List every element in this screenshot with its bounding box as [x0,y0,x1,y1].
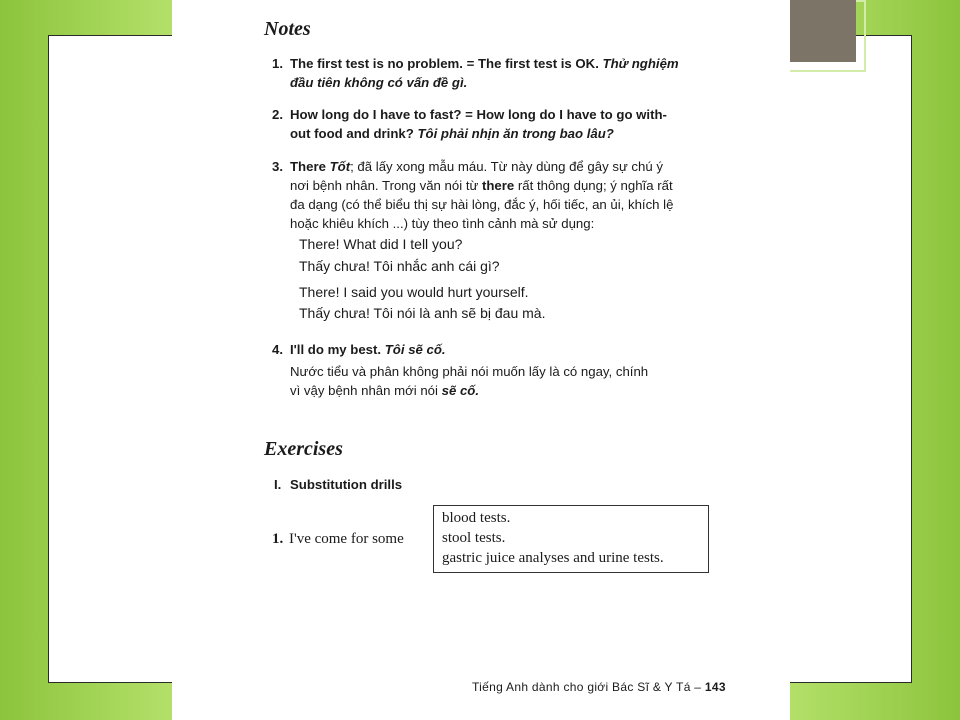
decorative-square [790,0,856,62]
note-4-vietnamese: Tôi sẽ cố. [384,342,446,357]
note-1-english: The first test is no problem. = The first test is OK. [290,56,599,71]
note-2-line-2 [290,124,614,143]
note-3-line-1-rest: ; đã lấy xong mẫu máu. Từ này dùng để gây sự chú ý [350,159,663,174]
note-2-number: 2. [272,107,283,122]
example-1-vietnamese: Thấy chưa! Tôi nhắc anh cái gì? [299,258,500,274]
substitution-option: gastric juice analyses and urine tests. [442,550,664,566]
note-3-line-2-keyword: there [481,178,515,193]
note-4-line-1 [290,340,446,359]
note-4-line-3-a: vì vậy bệnh nhân mới nói [290,383,438,398]
note-3-line-2 [290,176,673,195]
note-4-number: 4. [272,342,283,357]
substitution-option: stool tests. [442,530,506,546]
note-4-line-3-b: sẽ cố. [441,383,479,398]
note-2-line-1: How long do I have to fast? = How long do I have to go with- [290,107,667,122]
note-4-line-2: Nước tiểu và phân không phải nói muốn lấy là có ngay, chính [290,364,649,379]
note-3-keyword: There [290,159,326,174]
note-3-line-1 [290,157,663,176]
example-2-vietnamese: Thấy chưa! Tôi nói là anh sẽ bị đau mà. [299,305,546,321]
notes-heading: Notes [264,18,311,40]
note-3-line-2-c: rất thông dụng; ý nghĩa rất [517,178,673,193]
substitution-option: blood tests. [442,510,511,526]
note-4-english: I'll do my best. [290,342,382,357]
note-1-vietnamese-a: Thử nghiệm [602,56,679,71]
footer-text: Tiếng Anh dành cho giới Bác Sĩ & Y Tá – [472,680,702,694]
note-3-number: 3. [272,159,283,174]
note-4-line-3 [290,381,479,400]
note-2-vietnamese: Tôi phải nhịn ăn trong bao lâu? [417,126,614,141]
note-1-line-2: đầu tiên không có vấn đề gì. [290,75,468,90]
note-3-line-4: hoặc khiêu khích ...) tùy theo tình cảnh mà sử dụng: [290,216,595,231]
section-title: Substitution drills [290,477,403,492]
note-3-line-2-a: nơi bệnh nhân. Trong văn nói từ [290,178,479,193]
page-number: 143 [704,680,726,694]
note-3-line-3: đa dạng (có thể biểu thị sự hài lòng, đắc ý, hối tiếc, an ủi, khích lệ [290,197,674,212]
note-1-line-1 [290,54,679,73]
exercises-heading: Exercises [264,438,343,460]
note-1-number: 1. [272,56,283,71]
page-footer [472,680,726,694]
example-1-english: There! What did I tell you? [299,236,463,252]
note-2-english: out food and drink? [290,126,414,141]
drill-stem: I've come for some [289,531,404,547]
example-2-english: There! I said you would hurt yourself. [299,284,529,300]
scanned-page [172,0,790,720]
drill-number: 1. [272,531,284,547]
note-3-translation: Tốt [329,159,351,174]
section-number: I. [274,477,282,492]
